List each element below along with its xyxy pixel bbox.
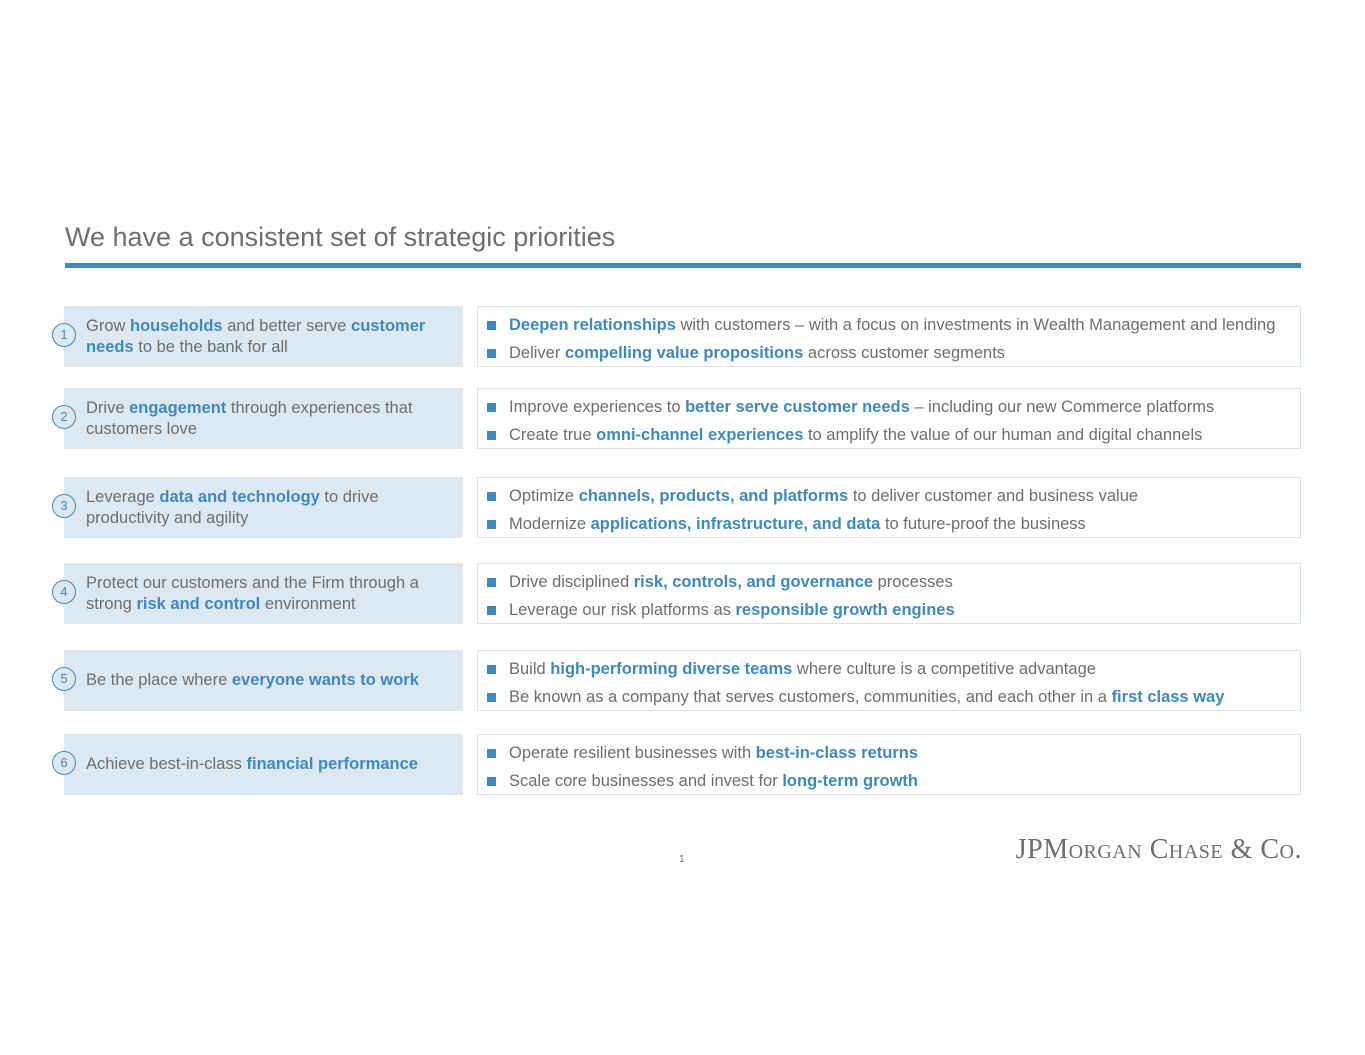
body-text: Achieve best-in-class xyxy=(86,755,247,773)
priority-row xyxy=(0,563,1365,624)
detail-bullet-text xyxy=(509,487,1138,506)
body-text: environment xyxy=(260,594,356,613)
body-text: Leverage xyxy=(86,487,160,506)
body-text: to drive productivity and agility xyxy=(86,487,379,527)
detail-bullet xyxy=(487,568,1300,596)
priority-details xyxy=(477,734,1301,795)
square-bullet-icon xyxy=(487,403,496,412)
priority-row xyxy=(0,388,1365,449)
highlight-text: channels, products, and platforms xyxy=(578,486,849,505)
priority-number-badge: 6 xyxy=(52,751,76,775)
detail-bullet-text xyxy=(509,515,1086,534)
body-text: processes xyxy=(873,572,953,591)
highlight-text: data and technology xyxy=(159,487,320,506)
detail-bullet-text xyxy=(509,744,918,763)
body-text: Improve experiences to xyxy=(509,397,686,416)
priority-details xyxy=(477,563,1301,624)
highlight-text: better serve customer needs xyxy=(685,397,910,416)
square-bullet-icon xyxy=(487,665,496,674)
priority-summary xyxy=(64,477,463,538)
body-text: Build xyxy=(509,659,551,678)
highlight-text: Deepen relationships xyxy=(509,315,676,334)
body-text: to deliver customer and business value xyxy=(848,486,1139,505)
priority-summary-text xyxy=(86,573,445,615)
body-text: through experiences that customers love xyxy=(86,398,413,438)
body-text: Grow xyxy=(86,316,131,335)
priority-row xyxy=(0,477,1365,538)
detail-bullet xyxy=(487,393,1300,421)
square-bullet-icon xyxy=(487,749,496,758)
detail-bullet xyxy=(487,767,1300,795)
page-number: 1 xyxy=(679,854,685,865)
body-text: to amplify the value of our human and digital channels xyxy=(803,425,1203,444)
highlight-text: financial performance xyxy=(246,755,418,773)
priority-summary-text xyxy=(86,487,445,529)
priority-summary xyxy=(64,563,463,624)
detail-bullet-text xyxy=(509,601,955,620)
detail-bullet xyxy=(487,510,1300,538)
title-divider xyxy=(65,263,1301,268)
body-text: where culture is a competitive advantage xyxy=(792,659,1096,678)
highlight-text: compelling value propositions xyxy=(564,343,804,362)
body-text: to future-proof the business xyxy=(880,514,1086,533)
company-logo: JPMorgan Chase & Co. xyxy=(1015,834,1302,865)
priority-summary xyxy=(64,650,463,711)
priority-number-badge: 5 xyxy=(52,667,76,691)
square-bullet-icon xyxy=(487,693,496,702)
body-text: across customer segments xyxy=(803,343,1006,362)
body-text: Deliver xyxy=(509,343,565,362)
priority-details xyxy=(477,477,1301,538)
square-bullet-icon xyxy=(487,606,496,615)
body-text: – including our new Commerce platforms xyxy=(909,397,1215,416)
detail-bullet xyxy=(487,311,1300,339)
detail-bullet-text xyxy=(509,660,1096,679)
detail-bullet xyxy=(487,421,1300,449)
highlight-text: high-performing diverse teams xyxy=(550,659,793,678)
body-text: Modernize xyxy=(509,514,591,533)
detail-bullet-text xyxy=(509,772,918,791)
square-bullet-icon xyxy=(487,349,496,358)
priority-details xyxy=(477,388,1301,449)
body-text: and better serve xyxy=(222,316,352,335)
body-text: with customers – with a focus on investments in Wealth Management and lending xyxy=(675,315,1276,334)
square-bullet-icon xyxy=(487,578,496,587)
square-bullet-icon xyxy=(487,520,496,529)
priority-number-badge: 1 xyxy=(52,323,76,347)
highlight-text: responsible growth engines xyxy=(735,600,955,619)
highlight-text: everyone wants to work xyxy=(231,671,419,689)
body-text: Drive disciplined xyxy=(509,572,634,591)
highlight-text: best-in-class returns xyxy=(755,743,919,762)
square-bullet-icon xyxy=(487,777,496,786)
priority-summary xyxy=(64,306,463,367)
priority-number-badge: 2 xyxy=(52,405,76,429)
highlight-text: risk, controls, and governance xyxy=(633,572,874,591)
priority-summary-text xyxy=(86,316,445,358)
body-text: Drive xyxy=(86,398,130,417)
detail-bullet-text xyxy=(509,426,1202,445)
highlight-text: first class way xyxy=(1111,687,1225,706)
detail-bullet xyxy=(487,683,1300,711)
detail-bullet-text xyxy=(509,573,953,592)
priority-number-badge: 4 xyxy=(52,580,76,604)
detail-bullet xyxy=(487,482,1300,510)
detail-bullet xyxy=(487,739,1300,767)
square-bullet-icon xyxy=(487,431,496,440)
detail-bullet xyxy=(487,339,1300,367)
priority-row xyxy=(0,306,1365,367)
priority-details xyxy=(477,306,1301,367)
detail-bullet-text xyxy=(509,688,1224,707)
priority-summary xyxy=(64,734,463,795)
body-text: Scale core businesses and invest for xyxy=(509,771,783,790)
highlight-text: households xyxy=(130,316,223,335)
body-text: Be known as a company that serves customers, communities, and each other in a xyxy=(509,687,1112,706)
highlight-text: engagement xyxy=(129,398,227,417)
page-title: We have a consistent set of strategic priorities xyxy=(65,222,616,252)
highlight-text: applications, infrastructure, and data xyxy=(590,514,881,533)
body-text: Optimize xyxy=(509,486,579,505)
body-text: Operate resilient businesses with xyxy=(509,743,756,762)
priority-number-badge: 3 xyxy=(52,494,76,518)
priority-summary-text xyxy=(86,398,445,440)
detail-bullet xyxy=(487,596,1300,624)
priority-row xyxy=(0,650,1365,711)
square-bullet-icon xyxy=(487,321,496,330)
body-text: Create true xyxy=(509,425,597,444)
priority-summary-text xyxy=(86,670,419,691)
highlight-text: omni-channel experiences xyxy=(596,425,804,444)
body-text: Be the place where xyxy=(86,671,232,689)
detail-bullet-text xyxy=(509,316,1275,335)
body-text: Leverage our risk platforms as xyxy=(509,600,736,619)
detail-bullet-text xyxy=(509,398,1214,417)
body-text: Protect our customers and the Firm through a strong xyxy=(86,573,419,613)
priority-row xyxy=(0,734,1365,795)
highlight-text: long-term growth xyxy=(782,771,918,790)
priority-summary-text xyxy=(86,754,418,775)
priority-details xyxy=(477,650,1301,711)
priority-summary xyxy=(64,388,463,449)
highlight-text: customer needs xyxy=(86,316,426,356)
detail-bullet xyxy=(487,655,1300,683)
highlight-text: risk and control xyxy=(136,594,261,613)
square-bullet-icon xyxy=(487,492,496,501)
detail-bullet-text xyxy=(509,344,1005,363)
body-text: to be the bank for all xyxy=(133,337,288,356)
